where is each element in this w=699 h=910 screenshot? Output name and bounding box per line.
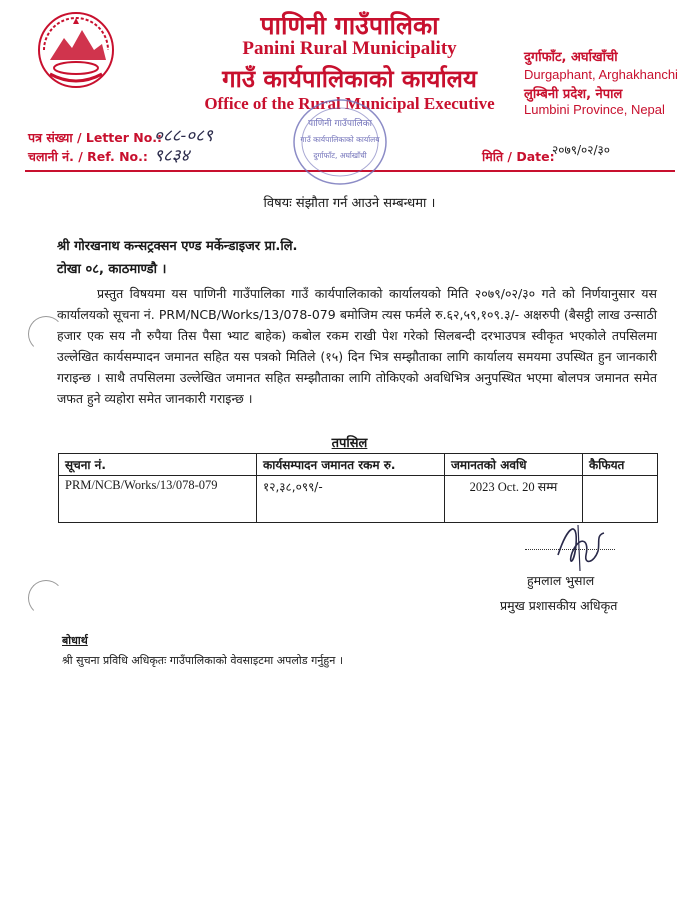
cell-guarantee-period: 2023 Oct. 20 सम्म: [445, 476, 583, 523]
letter-no-value: ०८८-०८९: [154, 126, 213, 146]
signatory-title: प्रमुख प्रशासकीय अधिकृत: [500, 598, 618, 613]
punch-hole-mark: [28, 316, 64, 352]
punch-hole-mark: [28, 580, 64, 616]
municipality-title-english: Panini Rural Municipality: [242, 38, 457, 59]
cell-notice-no: PRM/NCB/Works/13/078-079: [59, 476, 257, 523]
signature-line: [525, 549, 615, 550]
address-line-2: Durgaphant, Arghakhanchi: [524, 67, 678, 82]
letter-body: प्रस्तुत विषयमा यस पाणिनी गाउँपालिका गाउँ कार्यपालिकाको कार्यालयको मिति २०७९/०२/३० गते को निर्णयानुसार यस कार्यालयको सूचना नं. PRM/NCB/Works/13/078-079 बमोजिम त्यस फर्मले रु.६२,५९,१०९.३/- अक्षरुपी (बैसट्ठी लाख उन्साठी हजार एक सय नौ रुपैया तिस पैसा भ्याट बाहेक) कबोल रकम राखी पेश गरेको सिलबन्दी दरभाउपत्र स्वीकृत भएकोले तपसिलमा उल्लेखित कार्यसम्पादन जमानत सहित यस पत्रको मितिले (१५) दिन भित्र सम्झौताका लागि कार्यालय समयमा उपस्थित हुन जानकारी गराइन्छ । साथै तपसिलमा उल्लेखित जमानत सहित सम्झौताका लागि तोकिएको अवधिभित्र अनुपस्थित भएमा बोलपत्र जमानत समेत जफत हुने व्यहोरा समेत जानकारी गराइन्छ ।: [57, 286, 657, 406]
address-line-3: लुम्बिनी प्रदेश, नेपाल: [524, 87, 623, 102]
address-line-1: दुर्गाफाँट, अर्घाखाँची: [524, 50, 618, 65]
letter-no-label: पत्र संख्या / Letter No.:: [28, 130, 163, 145]
cell-guarantee-amount: १२,३८,०९९/-: [257, 476, 445, 523]
stamp-line-2: गाउँ कार्यपालिकाको कार्यालय: [300, 135, 380, 144]
cc-recipient: श्री सुचना प्रविधि अधिकृतः गाउँपालिकाको वेवसाइटमा अपलोड गर्नुहुन ।: [62, 654, 343, 667]
table-title: तपसिल: [331, 436, 368, 451]
cc-label: बोधार्थ: [62, 634, 88, 647]
stamp-line-1: पाणिनी गाउँपालिका: [308, 119, 372, 129]
signatory-name: हुमलाल भुसाल: [527, 573, 595, 588]
table-header-row: [59, 454, 658, 476]
address-line-4: Lumbini Province, Nepal: [524, 102, 665, 117]
office-title-nepali: गाउँ कार्यपालिकाको कार्यालय: [222, 65, 477, 93]
ref-no-label: चलानी नं. / Ref. No.:: [28, 149, 148, 164]
office-stamp: [290, 96, 390, 188]
header-notice-no: सूचना नं.: [59, 454, 257, 476]
addressee-address: टोखा ०८, काठमाण्डौ ।: [57, 262, 167, 277]
ref-no-value: ९८३४: [154, 146, 190, 166]
letter-subject: विषयः संझौता गर्न आउने सम्बन्धमा ।: [263, 196, 436, 211]
details-table: [58, 453, 658, 523]
date-value: २०७९/०२/३०: [552, 143, 611, 157]
handwritten-signature: [538, 515, 618, 575]
office-title-english: Office of the Rural Municipal Executive: [204, 94, 495, 113]
header-guarantee-amount: कार्यसम्पादन जमानत रकम रु.: [257, 454, 445, 476]
date-label: मिति / Date:: [482, 149, 555, 164]
addressee-name: श्री गोरखनाथ कन्सट्रक्सन एण्ड मर्केन्डाइजर प्रा.लि.: [57, 239, 298, 254]
municipality-title-nepali: पाणिनी गाउँपालिका: [260, 11, 439, 40]
stamp-line-3: दुर्गाफाँट, अर्घाखाँची: [313, 151, 367, 160]
header-guarantee-period: जमानतको अवधि: [445, 454, 583, 476]
header-remarks: कैफियत: [583, 454, 658, 476]
